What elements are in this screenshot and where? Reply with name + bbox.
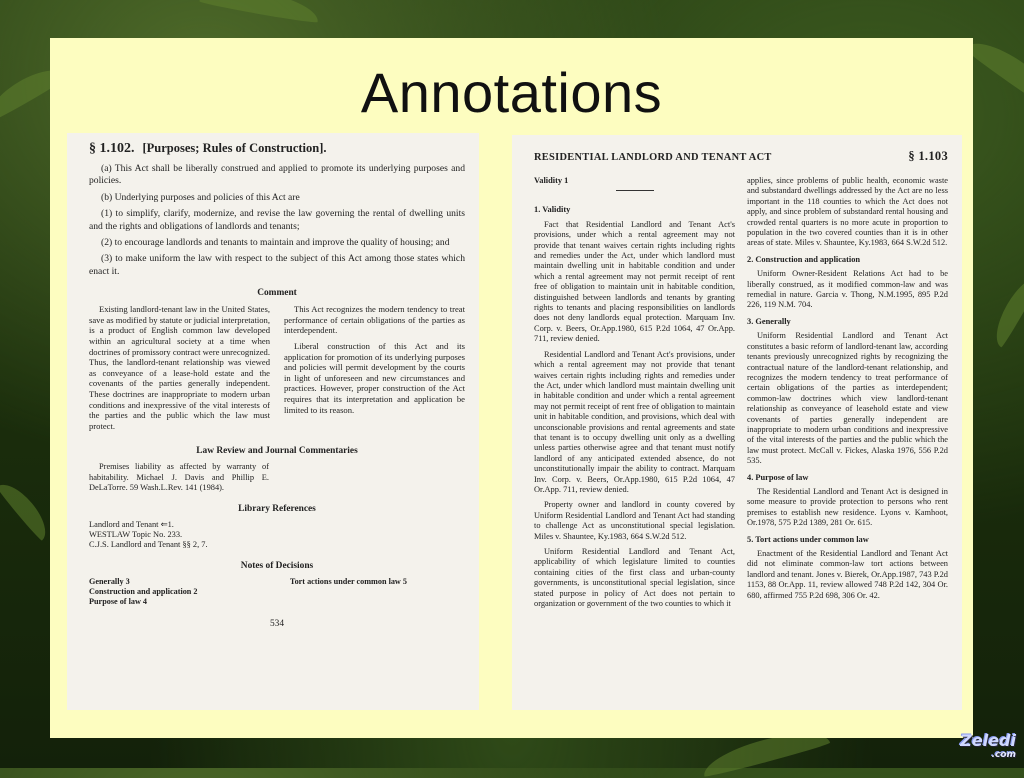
note-item: Purpose of law 4: [89, 596, 147, 606]
comment-heading: Comment: [257, 288, 297, 299]
comment-left-column: [89, 304, 270, 436]
notes-index: [89, 577, 465, 607]
slide-panel: [50, 38, 973, 738]
comment-right-column: [284, 304, 465, 436]
note-item: Tort actions under common law 5: [289, 576, 407, 586]
paragraph-3: (3) to make uniform the law with respect to the subject of this Act among those states which enact it.: [89, 253, 465, 277]
paragraph-2: (2) to encourage landlords and tenants to maintain and improve the quality of housing; and: [101, 237, 450, 249]
law-review-heading: Law Review and Journal Commentaries: [196, 446, 358, 457]
comment-left-text: Existing landlord-tenant law in the United States, save as modified by statute or judicial interpretation, is a product of English common law developed within an agricultural society at a time when doctrines of promissory contract were unrecognized. Thus, the landlord-tenant relationship was viewed as conveyance of a lease-hold estate and the covenants of the parties generally independent. These doctrines are inappropriate to modern urban conditions and inexpressive of the vital interests of the parties and the public which the law must protect.: [89, 304, 270, 431]
note-purpose: The Residential Landlord and Tenant Act is designed in some measure to provide protection to persons who rent premises to establish new residence. Lyons v. Kamhoot, Or.1978, 575 P.2d 1389, 281 Or. 615.: [747, 486, 948, 528]
note-heading-generally: 3. Generally: [747, 316, 791, 326]
law-review-text: Premises liability as affected by warranty of habitability. Michael J. Davis and Phillip E. DeLaTorre. 59 Wash.L.Rev. 141 (1984).: [89, 462, 269, 493]
notes-left-list: [89, 577, 198, 607]
note-validity-2: Residential Landlord and Tenant Act's provisions, under which a rental agreement may not provide that tenant waives certain rights including rights and remedies under the Act, under which landlord must maintain dwelling unit in habitable condition and under which a rental agreement may not permit receipt of rent free of obligation to maintain unit in habitable condition, and provisions, which deal with unconscionable provisions and rental agreements and state that tenant is to occupy dwelling unit only as a dwelling unless parties otherwise agree and that tenant must notify landlord of any anticipated extended absence, do not unconstitutionally impair the ability to contract. Marquam Inv. Corp. v. Beers, Or.App.1980, 615 P.2d 1064, 47 Or.App. 711, review denied.: [534, 349, 735, 494]
note-heading-construction: 2. Construction and application: [747, 254, 861, 264]
library-references-heading: Library References: [238, 503, 316, 514]
running-header-title: RESIDENTIAL LANDLORD AND TENANT ACT: [534, 152, 772, 163]
comment-right-text-2: Liberal construction of this Act and its application for promotion of its underlying purposes and policies will permit development by the courts in light of unforeseen and new circumstances and practices. However, proper construction of the Act requires that its interpretation and application be limited to its reason.: [284, 341, 465, 415]
page-number: 534: [269, 618, 285, 629]
logo-name: Zeledi: [960, 731, 1016, 750]
site-logo: [960, 731, 1016, 762]
note-item: Generally 3: [89, 576, 130, 586]
note-heading-tort: 5. Tort actions under common law: [747, 534, 869, 544]
paragraph-b: (b) Underlying purposes and policies of this Act are: [101, 191, 300, 203]
right-document-page: [512, 135, 962, 710]
paragraph-1: (1) to simplify, clarify, modernize, and revise the law governing the rental of dwelling units and the rights and obligations of landlords and tenants;: [89, 208, 465, 232]
note-heading-validity: 1. Validity: [534, 205, 571, 215]
section-number: § 1.102.: [89, 141, 135, 156]
note-construction: Uniform Owner-Resident Relations Act had to be liberally construed, as it modified common-law and was remedial in nature. Garcia v. Thong, N.M.1995, 895 P.2d 226, 119 N.M. 704.: [747, 269, 948, 310]
section-heading: [89, 141, 465, 157]
note-item: Construction and application 2: [89, 586, 198, 596]
validity-index: Validity 1: [534, 176, 569, 185]
left-document-page: [67, 133, 479, 710]
section-title: [Purposes; Rules of Construction].: [142, 141, 327, 155]
library-ref-1: Landlord and Tenant ⇐1.: [89, 519, 174, 529]
notes-of-decisions-heading: Notes of Decisions: [240, 560, 314, 571]
annotation-left-column: [534, 176, 735, 614]
note-validity-3: Property owner and landlord in county covered by Uniform Residential Landlord and Tenant Act had standing to challenge Act as unconstitutional special legislation. Miles v. Shauntee, Ky.1983, 664 S.W.2d 512.: [534, 500, 735, 541]
comment-columns: [89, 304, 465, 436]
divider-rule: [616, 190, 654, 191]
note-generally: Uniform Residential Landlord and Tenant Act constitutes a basic reform of landlord-tenant law, according tenants previously unrecognized rights by recognizing the contractual nature of the landlord-tenant relationship, and recognizes the modern tendency to treat performance of certain obligations of the parties as interdependent; common-law doctrines which view landlord-tenant relationship as conveyance of leasehold estate and view covenants of parties generally independent are inappropriate to modern urban conditions and inexpressive of the vital interests of the parties and the public which the law must protect. McCall v. Fickes, Alaska 1976, 556 P.2d 535.: [747, 331, 948, 466]
running-header-section: § 1.103: [908, 149, 948, 163]
comment-right-text-1: This Act recognizes the modern tendency to treat performance of certain obligations of the parties as interdependent.: [284, 304, 465, 336]
note-validity-1: Fact that Residential Landlord and Tenant Act's provisions, under which a rental agreement may not provide that tenant waives certain rights including rights and remedies under the Act, under which landlord must maintain dwelling unit in habitable condition and under which a rental agreement may not permit receipt of rent free of obligation to maintain unit in habitable condition, distinguished between landlords and tenants by granting rights to tenants and placing responsibilities on landlords does not deny landlords equal protection. Marquam Inv. Corp. v. Beers, Or.App.1980, 615 P.2d 1064, 47 Or.App. 711, review denied.: [534, 219, 735, 344]
slide-title: Annotations: [360, 61, 663, 124]
logo-subtext: .com: [991, 750, 1016, 760]
note-validity-4: Uniform Residential Landlord and Tenant Act, applicability of which legislature limited to counties containing cities of the first class and urban-county governments, is unconstitutional special legislation, since stated purpose in policy of Act does not pertain to organization or government of the two counties to which it: [534, 547, 735, 609]
note-validity-continued: applies, since problems of public health, economic waste and substandard dwellings addressed by the Act are no less important in the 118 counties to which the Act does not apply, and since problem of substandard rental housing and crowded rental quarters is no more acute in proportion to population in the two covered counties than it is in other areas of state. Miles v. Shauntee, Ky.1983, 664 S.W.2d 512.: [747, 176, 948, 248]
note-heading-purpose: 4. Purpose of law: [747, 472, 809, 482]
annotation-columns: [534, 176, 948, 614]
library-ref-2: WESTLAW Topic No. 233.: [89, 530, 183, 539]
paragraph-a: (a) This Act shall be liberally construed and applied to promote its underlying purposes and policies.: [89, 163, 465, 187]
note-tort: Enactment of the Residential Landlord and Tenant Act did not eliminate common-law tort actions between landlord and tenant. Jones v. Bierek, Or.App.1987, 743 P.2d 1153, 88 Or.App. 11, review allowed 748 P.2d 142, 304 Or. 680, affirmed 755 P.2d 698, 306 Or. 42.: [747, 549, 948, 600]
library-ref-3: C.J.S. Landlord and Tenant §§ 2, 7.: [89, 540, 208, 550]
annotation-right-column: [747, 176, 948, 614]
running-header: [534, 149, 948, 164]
